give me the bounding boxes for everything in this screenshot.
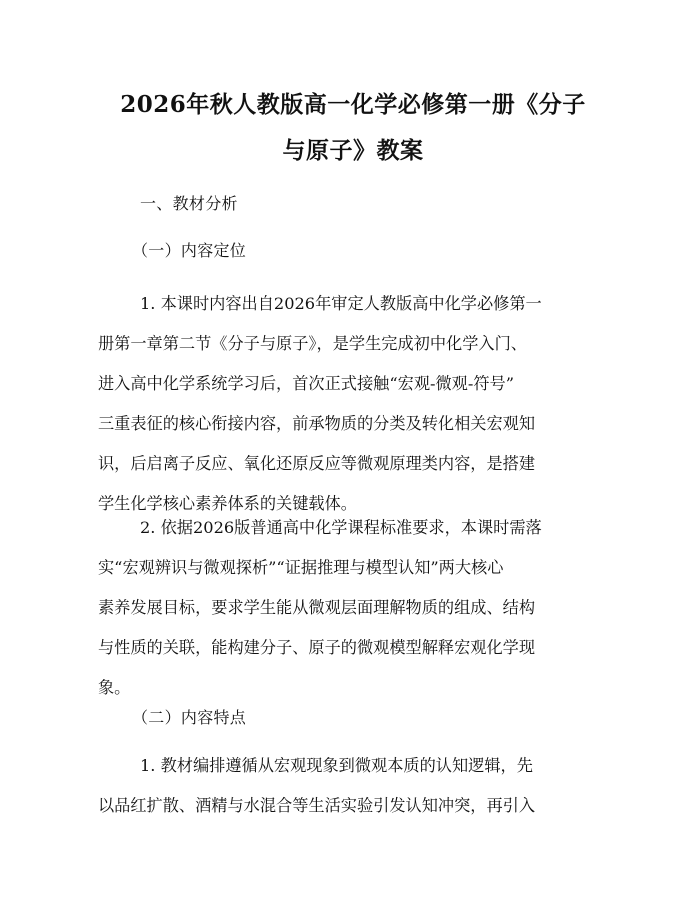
section-heading-textbook-analysis: 一、教材分析 xyxy=(140,194,238,213)
paragraph-3-line: 以品红扩散、酒精与水混合等生活实验引发认知冲突，再引入 xyxy=(98,796,536,815)
paragraph-1-line: 1. 本课时内容出自2026年审定人教版高中化学必修第一 xyxy=(140,294,542,313)
paragraph-2-line: 实“宏观辨识与微观探析”“证据推理与模型认知”两大核心 xyxy=(98,558,504,577)
title-line-2: 与原子》教案 xyxy=(282,137,424,164)
title-line-1: 2026年秋人教版高一化学必修第一册《分子 xyxy=(120,91,586,118)
subsection-heading-content-positioning: （一）内容定位 xyxy=(132,241,247,260)
paragraph-1-line: 进入高中化学系统学习后，首次正式接触“宏观-微观-符号” xyxy=(98,374,514,393)
paragraph-2-line: 与性质的关联，能构建分子、原子的微观模型解释宏观化学现 xyxy=(98,638,536,657)
paragraph-1-line: 三重表征的核心衔接内容，前承物质的分类及转化相关宏观知 xyxy=(98,414,536,433)
paragraph-1-line: 识，后启离子反应、氧化还原反应等微观原理类内容，是搭建 xyxy=(98,454,536,473)
paragraph-2 xyxy=(98,508,608,708)
paragraph-3 xyxy=(98,746,608,826)
paragraph-1-line: 册第一章第二节《分子与原子》，是学生完成初中化学入门、 xyxy=(98,334,527,353)
paragraph-1 xyxy=(98,284,608,524)
paragraph-2-line: 素养发展目标，要求学生能从微观层面理解物质的组成、结构 xyxy=(98,598,536,617)
subsection-heading-content-features: （二）内容特点 xyxy=(132,708,247,727)
document-title xyxy=(98,82,608,174)
paragraph-2-line: 象。 xyxy=(98,678,131,697)
paragraph-1-line: 学生化学核心素养体系的关键载体。 xyxy=(98,494,357,513)
paragraph-2-line: 2. 依据2026版普通高中化学课程标准要求，本课时需落 xyxy=(140,518,542,537)
paragraph-3-line: 1. 教材编排遵循从宏观现象到微观本质的认知逻辑，先 xyxy=(140,756,533,775)
